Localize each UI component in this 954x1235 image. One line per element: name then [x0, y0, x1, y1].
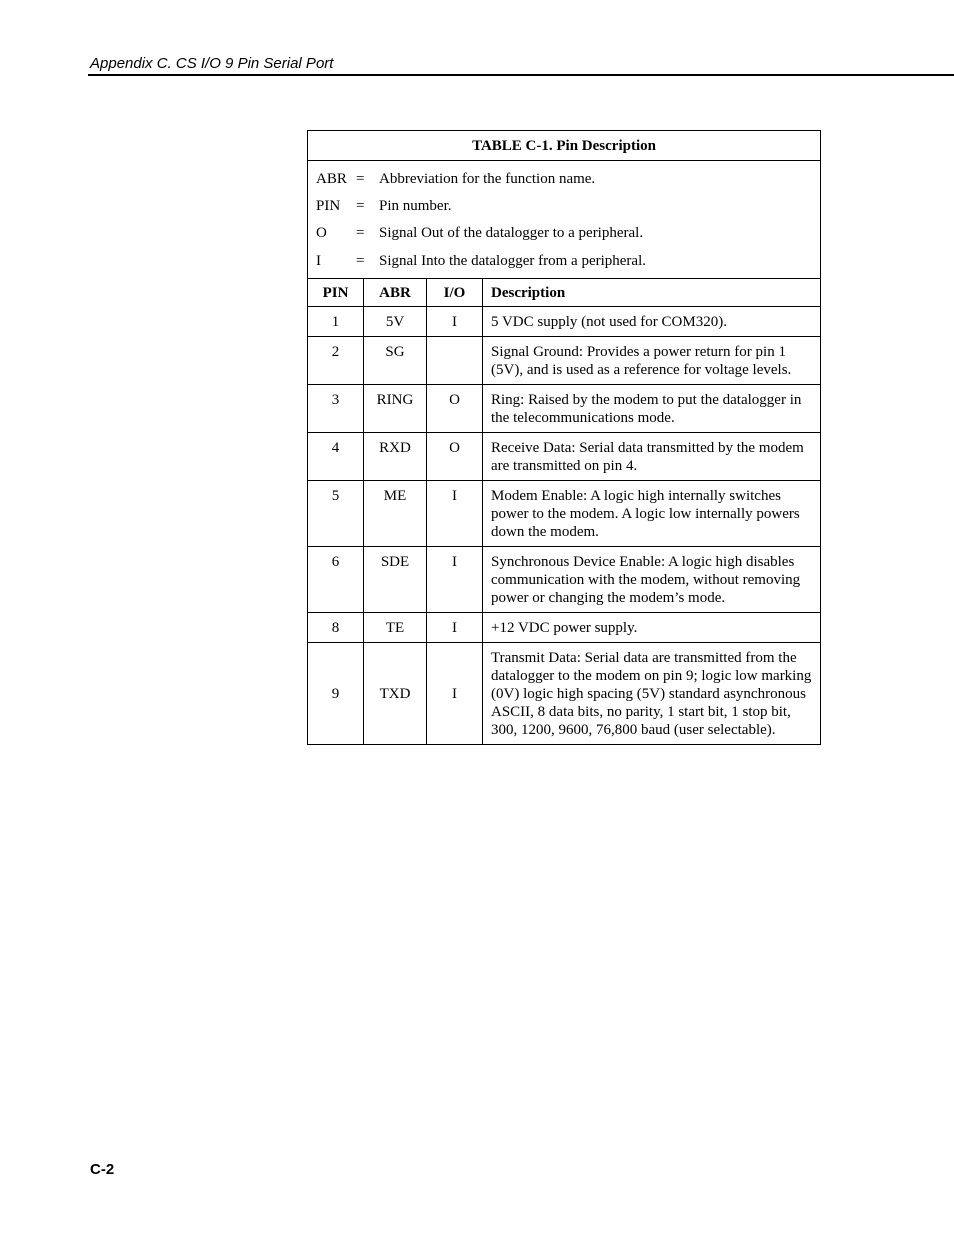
legend-abbr: I	[316, 252, 321, 269]
abr-cell: SDE	[364, 547, 427, 613]
legend-description: Signal Into the datalogger from a peripheral.	[379, 252, 646, 269]
abr-cell: RXD	[364, 433, 427, 481]
description-cell: +12 VDC power supply.	[483, 613, 821, 643]
io-cell: O	[427, 385, 483, 433]
table-title-row	[308, 131, 821, 161]
legend-equals: =	[356, 170, 365, 187]
abr-cell: 5V	[364, 307, 427, 337]
column-header-pin: PIN	[308, 279, 364, 307]
header-rule	[88, 74, 954, 76]
legend	[308, 161, 821, 279]
legend-description: Signal Out of the datalogger to a peripheral.	[379, 225, 644, 242]
io-cell: I	[427, 547, 483, 613]
legend-equals: =	[356, 197, 365, 214]
abr-cell: TXD	[364, 643, 427, 745]
column-header-io: I/O	[427, 279, 483, 307]
column-header-abr: ABR	[364, 279, 427, 307]
legend-abbr: ABR	[316, 170, 347, 187]
pin-cell: 5	[308, 481, 364, 547]
column-header-description: Description	[483, 279, 821, 307]
table-row	[308, 337, 821, 385]
io-cell: I	[427, 481, 483, 547]
pin-cell: 1	[308, 307, 364, 337]
abr-cell: SG	[364, 337, 427, 385]
legend-abbr: PIN	[316, 197, 341, 214]
column-header-row	[308, 279, 821, 307]
description-cell: Synchronous Device Enable: A logic high disables communication with the modem, without removing power or changing the modem’s mode.	[483, 547, 821, 613]
legend-item	[316, 192, 812, 219]
pin-cell: 3	[308, 385, 364, 433]
pin-cell: 9	[308, 643, 364, 745]
description-cell: Modem Enable: A logic high internally switches power to the modem. A logic low internally powers down the modem.	[483, 481, 821, 547]
pin-cell: 8	[308, 613, 364, 643]
pin-cell: 6	[308, 547, 364, 613]
legend-description: Pin number.	[379, 197, 452, 214]
io-cell: I	[427, 643, 483, 745]
legend-description: Abbreviation for the function name.	[379, 170, 596, 187]
abr-cell: RING	[364, 385, 427, 433]
legend-item	[316, 247, 812, 274]
description-cell: Ring: Raised by the modem to put the datalogger in the telecommunications mode.	[483, 385, 821, 433]
pin-cell: 2	[308, 337, 364, 385]
legend-item	[316, 165, 812, 192]
description-cell: Signal Ground: Provides a power return for pin 1 (5V), and is used as a reference for voltage levels.	[483, 337, 821, 385]
table-title: TABLE C-1. Pin Description	[308, 131, 821, 161]
pin-cell: 4	[308, 433, 364, 481]
abr-cell: TE	[364, 613, 427, 643]
description-cell: Receive Data: Serial data transmitted by the modem are transmitted on pin 4.	[483, 433, 821, 481]
legend-row	[308, 161, 821, 279]
legend-abbr: O	[316, 225, 327, 242]
table-row	[308, 385, 821, 433]
io-cell	[427, 337, 483, 385]
page-number: C-2	[90, 1161, 115, 1178]
legend-item	[316, 220, 812, 247]
legend-equals: =	[356, 225, 365, 242]
table-row	[308, 547, 821, 613]
table-row	[308, 307, 821, 337]
abr-cell: ME	[364, 481, 427, 547]
table-row	[308, 433, 821, 481]
io-cell: I	[427, 307, 483, 337]
description-cell: Transmit Data: Serial data are transmitted from the datalogger to the modem on pin 9; logic low marking (0V) logic high spacing (5V) standard asynchronous ASCII, 8 data bits, no parity, 1 start bit, 1 stop bit, 300, 1200, 9600, 76,800 baud (user selectable).	[483, 643, 821, 745]
table-row	[308, 613, 821, 643]
pin-description-table	[307, 130, 821, 745]
legend-equals: =	[356, 252, 365, 269]
description-cell: 5 VDC supply (not used for COM320).	[483, 307, 821, 337]
table-row	[308, 481, 821, 547]
io-cell: I	[427, 613, 483, 643]
table-row	[308, 643, 821, 745]
page-header: Appendix C. CS I/O 9 Pin Serial Port	[90, 55, 334, 72]
io-cell: O	[427, 433, 483, 481]
